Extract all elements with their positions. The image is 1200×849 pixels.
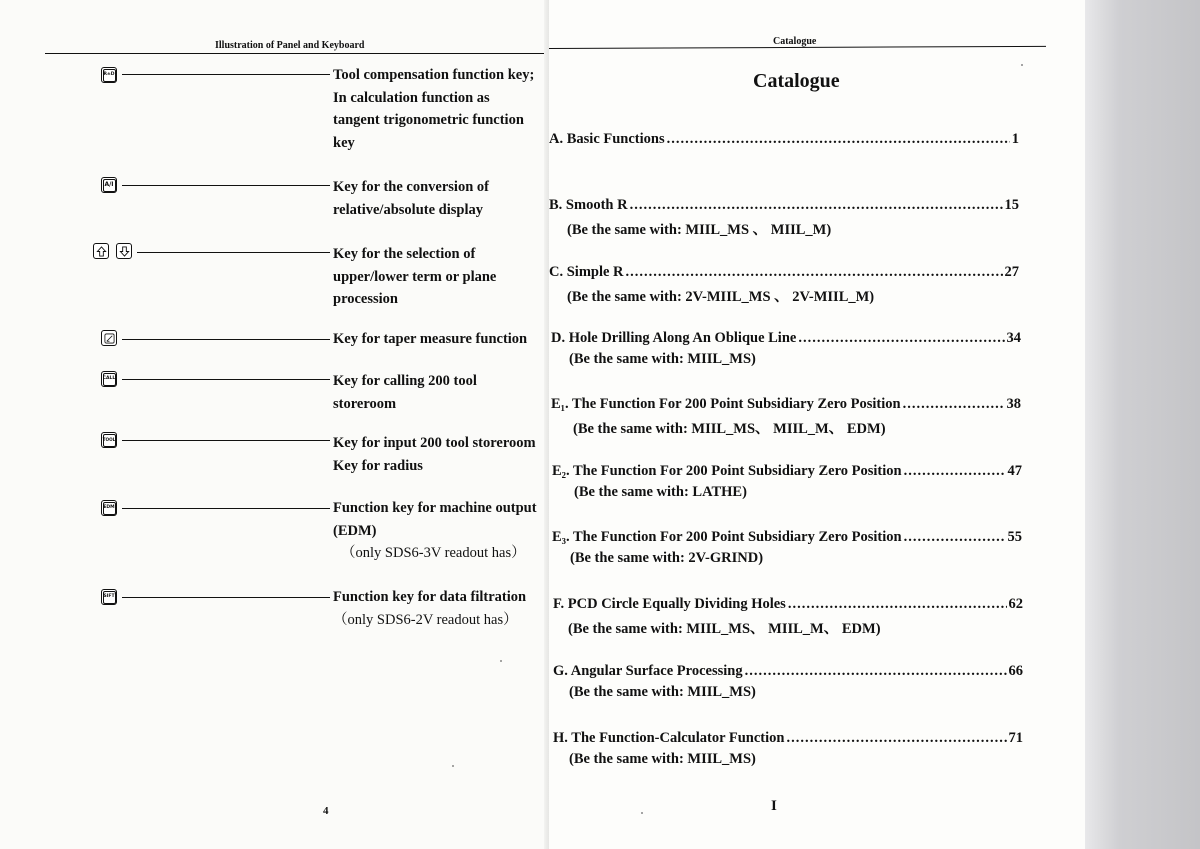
toc-leader-dots — [786, 730, 1006, 747]
toc-page: 62 — [1008, 596, 1023, 612]
toc-page: 71 — [1008, 730, 1023, 746]
toc-label: E₃. The Function For 200 Point Subsidiary Zero Position — [552, 529, 902, 545]
toc-entry[interactable] — [552, 463, 1022, 501]
toc-leader-dots — [904, 463, 1006, 480]
desc-line: tangent trigonometric function — [333, 112, 524, 128]
desc-line: Key for the selection of — [333, 246, 476, 262]
key-description — [333, 176, 489, 221]
leader-line — [137, 252, 330, 253]
toc-page: 15 — [1004, 197, 1019, 213]
desc-line: In calculation function as — [333, 89, 490, 106]
key-description — [333, 64, 545, 154]
toc-leader-dots — [630, 197, 1003, 214]
tool-key-icon: TOOL — [101, 432, 117, 448]
toc-entry[interactable] — [549, 131, 1019, 148]
paper-speck — [641, 812, 643, 814]
right-header-rule — [549, 46, 1046, 49]
desc-line: Key for calling 200 tool — [333, 373, 477, 389]
key-description — [333, 243, 496, 311]
desc-line: Function key for data filtration — [333, 589, 527, 605]
left-page-number: 4 — [323, 805, 329, 817]
toc-page: 38 — [1006, 396, 1021, 412]
desc-line: Key for radius — [333, 457, 423, 474]
sift-key-icon: SIFT — [101, 589, 117, 605]
toc-leader-dots — [626, 264, 1003, 281]
left-header-rule — [45, 53, 545, 54]
up-arrow-key-icon — [93, 243, 109, 259]
toc-entry[interactable] — [549, 264, 1019, 306]
toc-leader-dots — [667, 131, 1010, 148]
key-description — [333, 497, 537, 565]
desc-line: upper/lower term or plane — [333, 268, 497, 285]
right-page-number: I — [771, 798, 777, 814]
toc-subnote: (Be the same with: MIIL_MS、 MIIL_M、 EDM) — [573, 421, 886, 437]
toc-label: E₁. The Function For 200 Point Subsidiary Zero Position — [551, 396, 901, 412]
toc-entry[interactable] — [551, 330, 1021, 368]
desc-line: relative/absolute display — [333, 201, 483, 218]
leader-line — [122, 597, 330, 598]
edm-key-icon: EDM — [101, 500, 117, 516]
down-arrow-key-icon — [116, 243, 132, 259]
toc-page: 55 — [1007, 529, 1022, 545]
toc-page: 1 — [1011, 131, 1019, 147]
desc-line: (EDM) — [333, 522, 377, 539]
desc-line: Key for input 200 tool storeroom — [333, 435, 536, 451]
leader-line — [122, 74, 330, 75]
toc-label: A. Basic Functions — [549, 131, 665, 147]
key-description — [333, 328, 527, 351]
left-page-header: Illustration of Panel and Keyboard — [215, 40, 365, 51]
toc-subnote: (Be the same with: LATHE) — [574, 484, 747, 500]
desc-line: Key for taper measure function — [333, 331, 528, 347]
desc-line: procession — [333, 291, 398, 307]
leader-line — [122, 339, 330, 340]
toc-subnote: (Be the same with: 2V-MIIL_MS 、 2V-MIIL_M) — [567, 289, 875, 305]
desc-line: key — [333, 134, 355, 151]
toc-subnote: (Be the same with: MIIL_MS 、 MIIL_M) — [567, 222, 832, 238]
toc-entry[interactable] — [553, 596, 1023, 638]
paper-speck — [452, 765, 454, 767]
key-description — [333, 586, 526, 631]
leader-line — [122, 379, 330, 380]
desc-note: （only SDS6-2V readout has） — [333, 611, 518, 628]
leader-line — [122, 440, 330, 441]
taper-measure-key-icon — [101, 330, 117, 346]
leader-line — [122, 185, 330, 186]
toc-entry[interactable] — [551, 396, 1021, 438]
toc-subnote: (Be the same with: MIIL_MS) — [569, 351, 756, 367]
toc-label: B. Smooth R — [549, 197, 628, 213]
toc-subnote: (Be the same with: MIIL_MS、 MIIL_M、 EDM) — [568, 621, 881, 637]
key-description — [333, 432, 536, 477]
relative-absolute-key-icon: A/I — [101, 177, 117, 193]
toc-page: 27 — [1004, 264, 1019, 280]
toc-entry[interactable] — [553, 730, 1023, 768]
toc-label: G. Angular Surface Processing — [553, 663, 743, 679]
toc-leader-dots — [903, 396, 1005, 413]
toc-subnote: (Be the same with: 2V-GRIND) — [570, 550, 764, 566]
paper-speck — [1021, 64, 1023, 66]
toc-subnote: (Be the same with: MIIL_MS) — [569, 751, 756, 767]
desc-line: Tool compensation function key; — [333, 67, 535, 83]
key-description — [333, 370, 477, 415]
toc-leader-dots — [745, 663, 1007, 680]
toc-subnote: (Be the same with: MIIL_MS) — [569, 684, 756, 700]
toc-leader-dots — [788, 596, 1007, 613]
toc-label: F. PCD Circle Equally Dividing Holes — [553, 596, 786, 612]
scanner-background-edge — [1085, 0, 1200, 849]
toc-leader-dots — [904, 529, 1006, 546]
toc-entry[interactable] — [553, 663, 1023, 701]
desc-note: （only SDS6-3V readout has） — [341, 545, 526, 561]
toc-page: 47 — [1007, 463, 1022, 479]
left-page — [0, 0, 549, 849]
desc-line: storeroom — [333, 395, 397, 412]
toc-leader-dots — [798, 330, 1004, 347]
toc-label: D. Hole Drilling Along An Oblique Line — [551, 330, 797, 346]
toc-entry[interactable] — [552, 529, 1022, 567]
leader-line — [122, 508, 330, 509]
toc-label: E₂. The Function For 200 Point Subsidiary Zero Position — [552, 463, 902, 479]
desc-line: Function key for machine output — [333, 500, 537, 516]
call-key-icon: CALL — [101, 371, 117, 387]
toc-label: C. Simple R — [549, 264, 624, 280]
toc-page: 66 — [1008, 663, 1023, 679]
right-page-header: Catalogue — [773, 36, 817, 47]
toc-entry[interactable] — [549, 197, 1019, 239]
toc-page: 34 — [1006, 330, 1021, 346]
tool-compensation-key-icon: R±D — [101, 67, 117, 83]
catalogue-title: Catalogue — [753, 70, 840, 92]
paper-speck — [500, 660, 502, 662]
desc-line: Key for the conversion of — [333, 179, 489, 195]
toc-label: H. The Function-Calculator Function — [553, 730, 785, 746]
